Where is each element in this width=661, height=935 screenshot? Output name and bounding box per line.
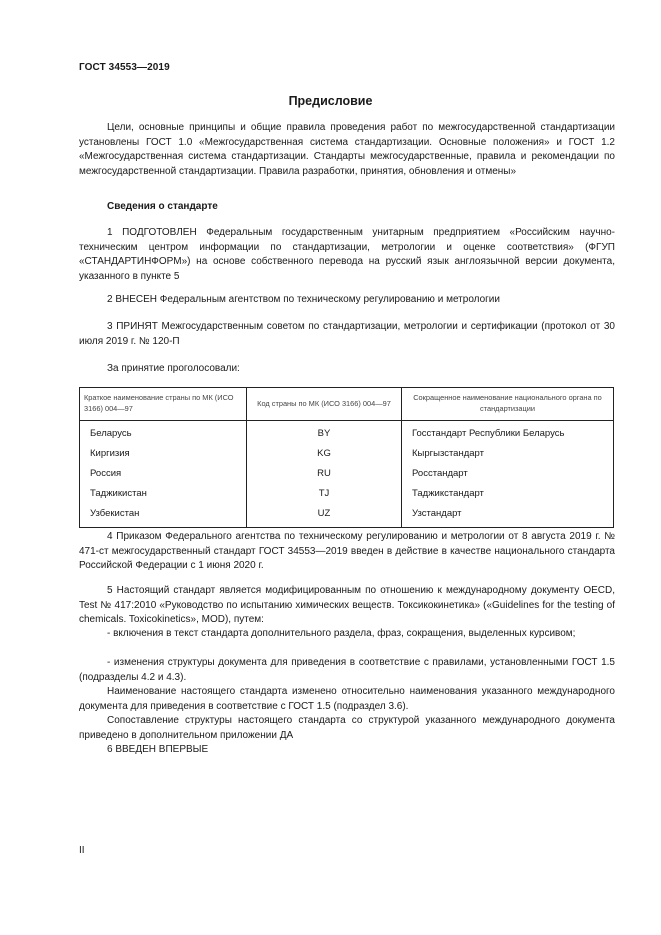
org-cell: Узстандарт	[402, 504, 614, 528]
header-code: Код страны по МК (ИСО 3166) 004—97	[247, 388, 402, 421]
section-title: Сведения о стандарте	[107, 201, 218, 212]
item-6-paragraph: 6 ВВЕДЕН ВПЕРВЫЕ	[107, 744, 209, 755]
item-5-rename: Наименование настоящего стандарта изменено относительно наименования указанного международного документа для приведения в соответствие с ГОСТ 1.5 (подраздел 3.6).	[79, 686, 615, 712]
item-5-bullet-2: - изменения структуры документа для приведения в соответствие с правилами, установленными ГОСТ 1.5 (подразделы 4.2 и 4.3).	[79, 657, 615, 683]
item-5-paragraph: 5 Настоящий стандарт является модифицированным по отношению к международному документу OECD, Test № 417:2010 «Руководство по испытанию химических веществ. Токсикокинетика» («Guidelines for the testing of chemicals. Toxicokinetics», MOD), путем:	[79, 585, 615, 625]
org-cell: Госстандарт Республики Беларусь	[402, 421, 614, 445]
org-cell: Кыргызстандарт	[402, 444, 614, 464]
code-cell: TJ	[247, 484, 402, 504]
item-3-paragraph: 3 ПРИНЯТ Межгосударственным советом по стандартизации, метрологии и сертификации (протокол от 30 июля 2019 г. № 120-П	[79, 321, 615, 347]
code-cell: RU	[247, 464, 402, 484]
item-5-bullet-1: - включения в текст стандарта дополнительного раздела, фраз, сокращения, выделенных курсивом;	[107, 628, 576, 639]
table-row	[80, 484, 614, 504]
country-cell: Россия	[80, 464, 247, 484]
table-row	[80, 421, 614, 445]
org-cell: Таджикстандарт	[402, 484, 614, 504]
item-1-paragraph: 1 ПОДГОТОВЛЕН Федеральным государственным унитарным предприятием «Российским научно-техническим центром информации по стандартизации, метрологии и оценке соответствия» (ФГУП «СТАНДАРТИНФОРМ») на основе собственного перевода на русский язык англоязычной версии документа, указанного в пункте 5	[79, 227, 615, 282]
item-2-paragraph: 2 ВНЕСЕН Федеральным агентством по техническому регулированию и метрологии	[107, 294, 500, 305]
country-cell: Узбекистан	[80, 504, 247, 528]
table-row	[80, 464, 614, 484]
code-cell: BY	[247, 421, 402, 445]
item-5-compare: Сопоставление структуры настоящего стандарта со структурой указанного международного документа приведено в дополнительном приложении ДА	[79, 715, 615, 741]
country-cell: Киргизия	[80, 444, 247, 464]
country-cell: Беларусь	[80, 421, 247, 445]
table-header-row	[80, 388, 614, 421]
header-org: Сокращенное наименование национального органа по стандартизации	[402, 388, 614, 421]
code-cell: KG	[247, 444, 402, 464]
header-country: Краткое наименование страны по МК (ИСО 3166) 004—97	[80, 388, 247, 421]
intro-paragraph: Цели, основные принципы и общие правила проведения работ по межгосударственной стандартизации установлены ГОСТ 1.0 «Межгосударственная система стандартизации. Основные положения» и ГОСТ 1.2 «Межгосударственная система стандартизации. Стандарты межгосударственные, правила и рекомендации по межгосударственной стандартизации. Правила разработки, принятия, обновления и отмены»	[79, 122, 615, 177]
voting-table	[79, 387, 614, 528]
voting-intro: За принятие проголосовали:	[107, 363, 240, 374]
item-4-paragraph: 4 Приказом Федерального агентства по техническому регулированию и метрологии от 8 августа 2019 г. № 471-ст межгосударственный стандарт ГОСТ 34553—2019 введен в действие в качестве национального стандарта Российской Федерации с 1 июня 2020 г.	[79, 531, 615, 571]
code-cell: UZ	[247, 504, 402, 528]
org-cell: Росстандарт	[402, 464, 614, 484]
page-number: II	[79, 845, 85, 856]
document-header: ГОСТ 34553—2019	[79, 62, 170, 73]
country-cell: Таджикистан	[80, 484, 247, 504]
table-row	[80, 504, 614, 528]
table-row	[80, 444, 614, 464]
page-title: Предисловие	[288, 94, 373, 108]
